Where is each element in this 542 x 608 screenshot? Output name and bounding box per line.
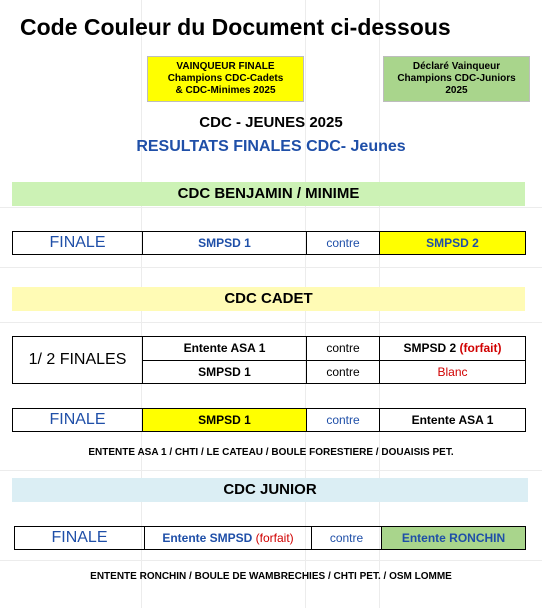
benjamin-final-vs: contre [307, 232, 380, 255]
cadet-final-label: FINALE [13, 409, 143, 432]
event-title: CDC - JEUNES 2025 [199, 114, 343, 131]
cadet-semi2-vs: contre [307, 360, 380, 384]
legend-winner-yellow [147, 56, 304, 102]
table-row [13, 232, 526, 255]
cadet-semi1-team2 [380, 337, 526, 361]
benjamin-final-table [12, 231, 526, 255]
legend-yellow-line2: Champions CDC-Cadets [167, 73, 284, 84]
grid-line [0, 267, 542, 268]
results-title: RESULTATS FINALES CDC- Jeunes [136, 138, 406, 155]
legend-green-line3: 2025 [445, 85, 468, 96]
legend-declared-green [383, 56, 530, 102]
section-header-benjamin: CDC BENJAMIN / MINIME [12, 182, 525, 206]
table-row [13, 409, 526, 432]
junior-final-table [14, 526, 526, 550]
grid-line [0, 322, 542, 323]
cadet-final-team1-winner: SMPSD 1 [143, 409, 307, 432]
cadet-final-team2: Entente ASA 1 [380, 409, 526, 432]
cadet-semis-label: 1/ 2 FINALES [13, 337, 143, 384]
table-row [13, 337, 526, 361]
section-header-cadet: CDC CADET [12, 287, 525, 311]
forfait-note: (forfait) [459, 341, 502, 356]
cadet-semi1-team2-name: SMPSD 2 [403, 341, 457, 356]
cadet-semi1-team1: Entente ASA 1 [143, 337, 307, 361]
section-header-junior: CDC JUNIOR [12, 478, 528, 502]
benjamin-final-team2-winner: SMPSD 2 [380, 232, 526, 255]
forfait-note: (forfait) [255, 531, 294, 545]
cadet-semis-table [12, 336, 526, 384]
junior-final-vs: contre [312, 527, 382, 550]
junior-clubs-note: ENTENTE RONCHIN / BOULE DE WAMBRECHIES / CHTI PET. / OSM LOMME [90, 571, 452, 582]
table-row [15, 527, 526, 550]
legend-green-line2: Champions CDC-Juniors [397, 73, 516, 84]
benjamin-final-team1: SMPSD 1 [143, 232, 307, 255]
cadet-semi1-vs: contre [307, 337, 380, 361]
benjamin-final-label: FINALE [13, 232, 143, 255]
cadet-semi2-team1: SMPSD 1 [143, 360, 307, 384]
junior-final-team1-name: Entente SMPSD [162, 531, 253, 545]
junior-final-team2-declared: Entente RONCHIN [382, 527, 526, 550]
legend-yellow-line1: VAINQUEUR FINALE [176, 61, 275, 72]
legend-yellow-line3: & CDC-Minimes 2025 [175, 85, 276, 96]
cadet-clubs-note: ENTENTE ASA 1 / CHTI / LE CATEAU / BOULE FORESTIERE / DOUAISIS PET. [88, 447, 454, 458]
grid-line [0, 470, 542, 471]
cadet-semi2-team2: Blanc [380, 360, 526, 384]
legend-green-line1: Déclaré Vainqueur [412, 61, 501, 72]
cadet-final-table [12, 408, 526, 432]
grid-line [0, 560, 542, 561]
junior-final-label: FINALE [15, 527, 145, 550]
grid-line [0, 207, 542, 208]
page-title: Code Couleur du Document ci-dessous [20, 14, 451, 40]
junior-final-team1 [145, 527, 312, 550]
cadet-final-vs: contre [307, 409, 380, 432]
